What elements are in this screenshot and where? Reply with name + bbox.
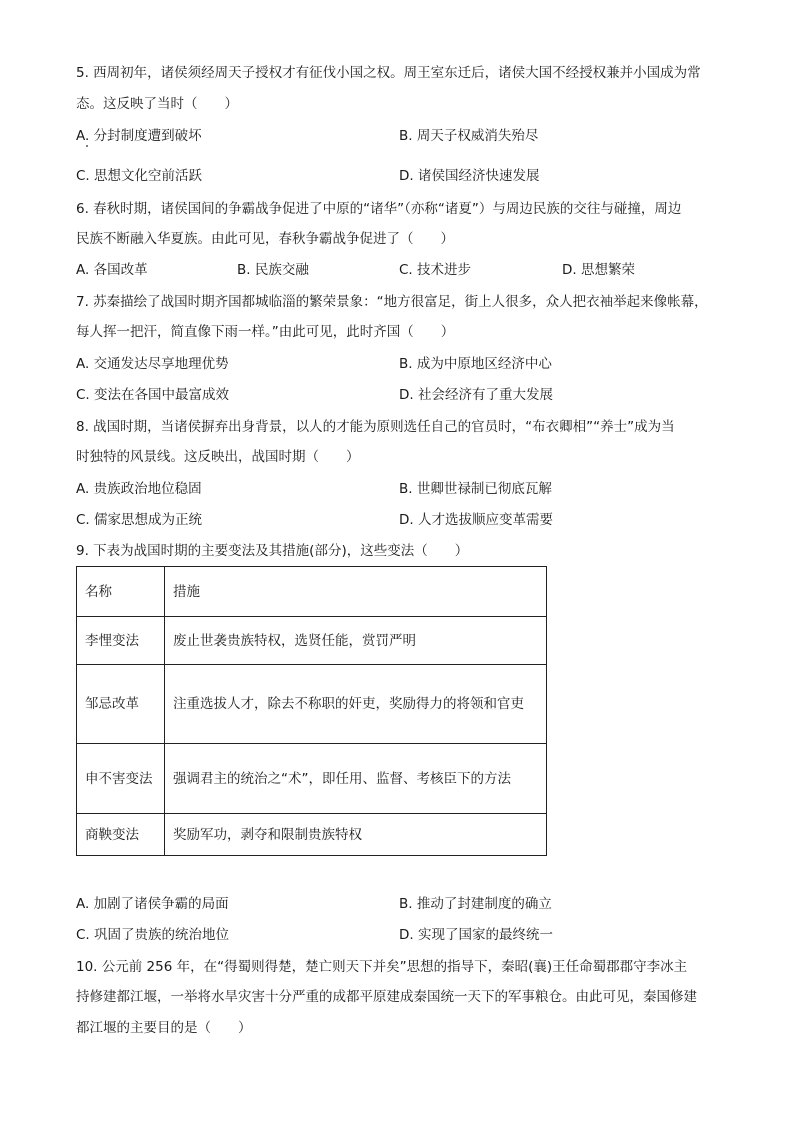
q8-option-b[interactable]: B. 世卿世禄制已彻底瓦解 [399,481,552,497]
q5-stem-line-1: 5. 西周初年，诸侯须经周天子授权才有征伐小国之权。周王室东迁后，诸侯大国不经授权兼并小国成为常 [76,65,701,81]
table-header-name: 名称 [77,567,165,617]
q8-option-d[interactable]: D. 人才选拔顺应变革需要 [399,512,553,528]
q8-option-c[interactable]: C. 儒家思想成为正统 [76,512,203,528]
table-row [77,744,547,814]
q5-option-a[interactable]: A. 分封制度遭到破坏 [76,128,202,144]
table-header-row [77,567,547,617]
q8-stem-line-1: 8. 战国时期，当诸侯摒弃出身背景，以人的才能为原则选任自己的官员时，“布衣卿相”“养士”成为当 [76,419,675,435]
q10-stem-line-1: 10. 公元前 256 年，在“得蜀则得楚，楚亡则天下并矣”思想的指导下，秦昭(襄)王任命蜀郡郡守李冰主 [76,959,688,975]
table-header-measures: 措施 [165,567,547,617]
q7-option-b[interactable]: B. 成为中原地区经济中心 [399,356,552,372]
q7-stem-line-2: 每人挥一把汗，简直像下雨一样。”由此可见，此时齐国（ ） [76,324,455,340]
table-row [77,617,547,665]
q8-stem-line-2: 时独特的风景线。这反映出，战国时期（ ） [76,449,360,465]
table-cell-measure: 强调君主的统治之“术”，即任用、监督、考核臣下的方法 [165,744,547,814]
reforms-table [76,566,547,856]
table-row [77,665,547,744]
q5-option-c[interactable]: C. 思想文化空前活跃 [76,168,203,184]
q6-option-a[interactable]: A. 各国改革 [76,262,148,278]
q5-option-d[interactable]: D. 诸侯国经济快速发展 [399,168,540,184]
q7-option-d[interactable]: D. 社会经济有了重大发展 [399,387,553,403]
q7-option-a[interactable]: A. 交通发达尽享地理优势 [76,356,229,372]
q6-option-b[interactable]: B. 民族交融 [237,262,309,278]
q9-option-a[interactable]: A. 加剧了诸侯争霸的局面 [76,896,229,912]
q6-stem-line-1: 6. 春秋时期，诸侯国间的争霸战争促进了中原的“诸华”（亦称“诸夏”）与周边民族的交往与碰撞，周边 [76,201,682,217]
q6-option-c[interactable]: C. 技术进步 [399,262,472,278]
stray-dot-mark [86,145,88,147]
q7-stem-line-1: 7. 苏秦描绘了战国时期齐国都城临淄的繁荣景象：“地方很富足，街上人很多，众人把衣袖举起来像帐幕， [76,294,708,310]
table-cell-name: 李悝变法 [77,617,165,665]
q7-option-c[interactable]: C. 变法在各国中最富成效 [76,387,230,403]
table-cell-name: 邹忌改革 [77,665,165,744]
q9-option-d[interactable]: D. 实现了国家的最终统一 [399,927,553,943]
q5-stem-line-2: 态。这反映了当时（ ） [76,96,238,112]
table-cell-measure: 废止世袭贵族特权，选贤任能，赏罚严明 [165,617,547,665]
table-cell-measure: 奖励军功，剥夺和限制贵族特权 [165,814,547,856]
q5-option-b[interactable]: B. 周天子权威消失殆尽 [399,128,539,144]
table-cell-name: 商鞅变法 [77,814,165,856]
q8-option-a[interactable]: A. 贵族政治地位稳固 [76,481,202,497]
table-cell-name: 申不害变法 [77,744,165,814]
q10-stem-line-3: 都江堰的主要目的是（ ） [76,1020,252,1036]
q6-option-d[interactable]: D. 思想繁荣 [562,262,635,278]
q10-stem-line-2: 持修建都江堰，一举将水旱灾害十分严重的成都平原建成秦国统一天下的军事粮仓。由此可见，秦国修建 [76,989,697,1005]
q9-stem: 9. 下表为战国时期的主要变法及其措施(部分)，这些变法（ ） [76,543,469,559]
q9-option-b[interactable]: B. 推动了封建制度的确立 [399,896,552,912]
q9-option-c[interactable]: C. 巩固了贵族的统治地位 [76,927,230,943]
table-row [77,814,547,856]
q6-stem-line-2: 民族不断融入华夏族。由此可见，春秋争霸战争促进了（ ） [76,231,454,247]
table-cell-measure: 注重选拔人才，除去不称职的奸吏，奖励得力的将领和官吏 [165,665,547,744]
